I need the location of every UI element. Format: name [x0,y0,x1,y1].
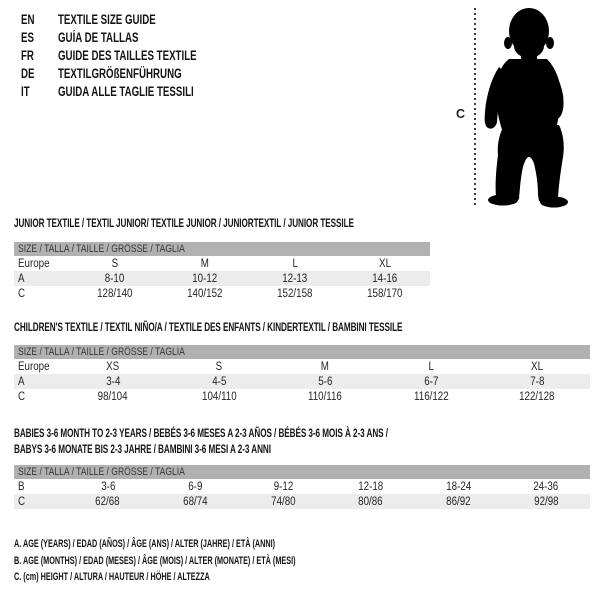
size-value-cell [415,494,503,509]
section-title [14,319,585,335]
size-value: 3-4 [105,375,121,388]
size-value-cell [378,374,484,389]
language-row [21,46,251,64]
language-code [21,12,58,27]
legend-text: A. AGE (YEARS) / EDAD (AÑOS) / ÂGE (ANS) / ALTER (JAHRE) / ETÀ (ANNI) [14,538,276,551]
measure-legend [14,536,441,585]
language-code-text: DE [21,65,35,81]
language-code [21,30,58,45]
size-value-cell [484,359,590,374]
language-code [21,48,58,63]
size-value-cell [64,479,152,494]
size-value: 4-5 [211,375,227,388]
size-header-text: SIZE / TALLA / TAILLE / GRÖSSE / TAGLIA [18,466,185,478]
size-header-cell [14,242,430,256]
section-title-text: CHILDREN'S TEXTILE / TEXTIL NIÑO/A / TEXTILE DES ENFANTS / KINDERTEXTIL / BAMBINI TESSILE [14,320,403,334]
size-header-bar [14,242,430,256]
row-label-cell [14,389,60,404]
section-title-line [14,319,585,335]
size-value: M [320,360,330,373]
size-value: 140/152 [187,287,223,300]
size-value: 24-36 [533,480,559,493]
row-label-cell [14,479,64,494]
size-value-cell [64,494,152,509]
language-label-text: GUIDA ALLE TAGLIE TESSILI [58,83,194,99]
table-row [14,286,430,301]
table-row [14,256,430,271]
row-label: C [18,287,26,300]
size-value-cell [250,286,340,301]
size-value-cell [327,479,415,494]
size-value-cell [70,271,160,286]
row-label-cell [14,494,64,509]
size-value-cell [484,374,590,389]
size-value-cell [166,374,272,389]
table-row [14,389,590,404]
size-value: XS [106,360,120,373]
section-title-text: JUNIOR TEXTILE / TEXTIL JUNIOR/ TEXTILE JUNIOR / JUNIORTEXTIL / JUNIOR TESSILE [14,216,354,230]
language-label [58,30,170,45]
section-title-text: BABYS 3-6 MONATE BIS 2-3 JAHRE / BAMBINI 3-6 MESI A 2-3 ANNI [14,442,271,456]
size-value: XL [531,360,543,373]
size-value: 12-13 [282,272,308,285]
language-title-list [21,10,251,100]
legend-line [14,552,441,568]
row-label: C [18,495,26,508]
size-value-cell [378,359,484,374]
section-title-line [14,215,514,231]
language-row [21,64,251,82]
size-value: 128/140 [97,287,133,300]
language-code-text: EN [21,11,35,27]
size-value: 18-24 [445,480,471,493]
language-row [21,82,251,100]
size-header-cell [14,465,590,479]
size-value: 10-12 [192,272,218,285]
table-row [14,479,590,494]
size-value-cell [250,256,340,271]
height-dashed-line [474,8,476,206]
size-value-cell [60,389,166,404]
language-code [21,66,58,81]
size-value: 8-10 [105,272,125,285]
size-value-cell [160,286,250,301]
language-label [58,12,194,27]
language-label-text: GUÍA DE TALLAS [58,29,139,45]
size-value: 80/86 [358,495,384,508]
table-row [14,359,590,374]
table-row [14,374,590,389]
row-label-cell [14,286,70,301]
size-value-cell [340,256,430,271]
size-value-cell [60,374,166,389]
size-value-cell [166,389,272,404]
size-header-bar [14,465,590,479]
size-value-cell [152,494,240,509]
size-value: 5-6 [317,375,333,388]
baby-silhouette [481,5,577,209]
row-label-cell [14,359,60,374]
size-value: 3-6 [100,480,115,493]
height-c-label: C [456,107,466,121]
size-value-cell [60,359,166,374]
size-value-cell [378,389,484,404]
size-value: 110/116 [308,390,342,403]
legend-line [14,536,441,552]
row-label: B [18,480,25,493]
size-value: S [215,360,223,373]
size-value: 98/104 [98,390,128,403]
size-value-cell [166,359,272,374]
size-value: 86/92 [446,495,471,508]
size-value: XL [379,257,391,270]
size-value-cell [502,479,590,494]
language-label-text: TEXTILGRÖßENFÜHRUNG [58,65,182,81]
size-value-cell [484,389,590,404]
size-table [14,345,590,404]
section-title-line [14,425,564,441]
section-title [14,215,514,231]
row-label-cell [14,256,70,271]
legend-text: C. (cm) HEIGHT / ALTURA / HAUTEUR / HÖHE / ALTEZZA [14,570,210,583]
size-value-cell [327,494,415,509]
size-value: 92/98 [533,495,559,508]
size-value-cell [415,479,503,494]
language-row [21,10,251,28]
language-code-text: ES [21,29,34,45]
language-code-text: IT [21,83,30,99]
size-value-cell [160,271,250,286]
language-label [58,84,247,99]
size-table [14,465,590,509]
table-row [14,271,430,286]
size-value: 14-16 [372,272,398,285]
size-header-text: SIZE / TALLA / TAILLE / GRÖSSE / TAGLIA [18,346,185,358]
section-title [14,425,564,457]
size-header-cell [14,345,590,359]
legend-line [14,569,441,585]
size-value: 158/170 [367,287,403,300]
size-value: M [200,257,210,270]
size-value-cell [239,494,327,509]
size-table [14,242,430,301]
table-row [14,494,590,509]
row-label-cell [14,374,60,389]
size-value: 68/74 [183,495,208,508]
language-code-text: FR [21,47,34,63]
language-label [58,66,230,81]
size-value: 12-18 [358,480,384,493]
size-value-cell [70,256,160,271]
language-label-text: TEXTILE SIZE GUIDE [58,11,156,27]
language-row [21,28,251,46]
size-value: S [111,257,119,270]
size-value-cell [272,389,378,404]
size-value: 122/128 [519,390,555,403]
size-value: 6-7 [423,375,439,388]
section-title-text: BABIES 3-6 MONTH TO 2-3 YEARS / BEBÉS 3-6 MESES A 2-3 AÑOS / BÉBÉS 3-6 MOIS À 2-3 ANS / [14,426,388,440]
size-value-cell [502,494,590,509]
row-label: A [18,272,25,285]
size-value: 116/122 [413,390,449,403]
row-label: Europe [18,360,50,373]
size-value-cell [160,256,250,271]
row-label: A [18,375,25,388]
size-value: 152/158 [277,287,313,300]
size-value-cell [272,374,378,389]
size-value: 74/80 [270,495,296,508]
legend-text: B. AGE (MONTHS) / EDAD (MESES) / ÂGE (MOIS) / ALTER (MONATE) / ETÀ (MESI) [14,554,296,567]
size-value-cell [250,271,340,286]
size-value-cell [239,479,327,494]
size-value: 9-12 [273,480,293,493]
size-value-cell [152,479,240,494]
size-value: L [428,360,434,373]
size-value: 104/110 [201,390,237,403]
size-value-cell [340,286,430,301]
language-code [21,84,58,99]
size-header-bar [14,345,590,359]
size-value-cell [340,271,430,286]
language-label-text: GUIDE DES TAILLES TEXTILE [58,47,197,63]
size-value: 6-9 [188,480,203,493]
row-label: C [18,390,26,403]
size-value-cell [272,359,378,374]
row-label: Europe [18,257,50,270]
size-value: 62/68 [95,495,121,508]
size-value: 7-8 [529,375,545,388]
section-title-line [14,441,564,457]
language-label [58,48,251,63]
row-label-cell [14,271,70,286]
size-header-text: SIZE / TALLA / TAILLE / GRÖSSE / TAGLIA [18,243,185,255]
size-value: L [292,257,298,270]
size-value-cell [70,286,160,301]
